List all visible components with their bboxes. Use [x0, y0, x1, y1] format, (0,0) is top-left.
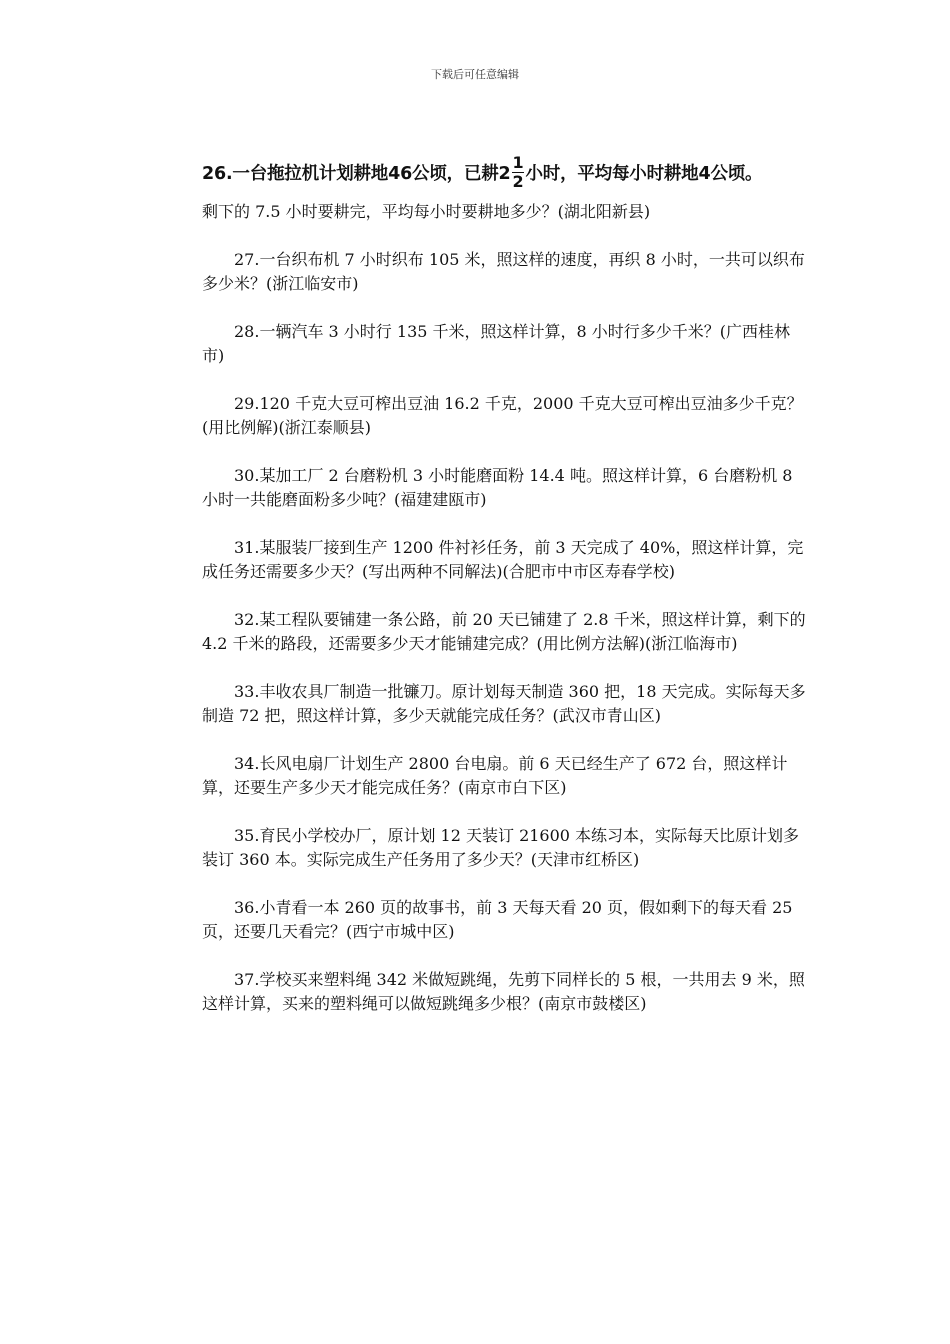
problem-27: 27.一台织布机 7 小时织布 105 米，照这样的速度，再织 8 小时，一共可以织布多少米？(浙江临安市) [202, 250, 805, 293]
problem-33: 33.丰收农具厂制造一批镰刀。原计划每天制造 360 把，18 天完成。实际每天多制造 72 把，照这样计算，多少天就能完成任务？(武汉市青山区) [202, 682, 806, 725]
fraction-numerator: 1 [512, 152, 524, 172]
problem-29: 29.120 千克大豆可榨出豆油 16.2 千克，2000 千克大豆可榨出豆油多少千克？(用比例解)(浙江泰顺县) [202, 394, 803, 437]
problem-26-text-start: 26.一台拖拉机计划耕地46公顷，已耕2 [202, 164, 511, 184]
problem-28: 28.一辆汽车 3 小时行 135 千米，照这样计算，8 小时行多少千米？(广西桂林市) [202, 322, 791, 365]
problem-34: 34.长风电扇厂计划生产 2800 台电扇。前 6 天已经生产了 672 台，照这样计算，还要生产多少天才能完成任务？(南京市白下区) [202, 754, 788, 797]
problem-list [202, 148, 808, 1040]
problem-26-second-line: 剩下的 7.5 小时要耕完，平均每小时要耕地多少？(湖北阳新县) [202, 202, 651, 221]
problem-31: 31.某服装厂接到生产 1200 件衬衫任务，前 3 天完成了 40%，照这样计算，完成任务还需要多少天？(写出两种不同解法)(合肥市中市区寿春学校) [202, 538, 804, 581]
header-note: 下载后可任意编辑 [431, 68, 519, 81]
problem-26-first-line [202, 148, 808, 200]
problem-30: 30.某加工厂 2 台磨粉机 3 小时能磨面粉 14.4 吨。照这样计算，6 台磨粉机 8 小时一共能磨面粉多少吨？(福建建瓯市) [202, 466, 793, 509]
fraction-denominator: 2 [512, 171, 524, 191]
fraction-one-half [512, 154, 525, 191]
problem-36: 36.小青看一本 260 页的故事书，前 3 天每天看 20 页，假如剩下的每天看 25 页，还要几天看完？(西宁市城中区) [202, 898, 793, 941]
problem-35: 35.育民小学校办厂，原计划 12 天装订 21600 本练习本，实际每天比原计划多装订 360 本。实际完成生产任务用了多少天？(天津市红桥区) [202, 826, 800, 869]
problem-32: 32.某工程队要铺建一条公路，前 20 天已铺建了 2.8 千米，照这样计算，剩下的 4.2 千米的路段，还需要多少天才能铺建完成？(用比例方法解)(浙江临海市) [202, 610, 806, 653]
problem-37: 37.学校买来塑料绳 342 米做短跳绳，先剪下同样长的 5 根，一共用去 9 米，照这样计算，买来的塑料绳可以做短跳绳多少根？(南京市鼓楼区) [202, 970, 805, 1013]
problem-26-text-end: 小时，平均每小时耕地4公顷。 [525, 164, 763, 184]
